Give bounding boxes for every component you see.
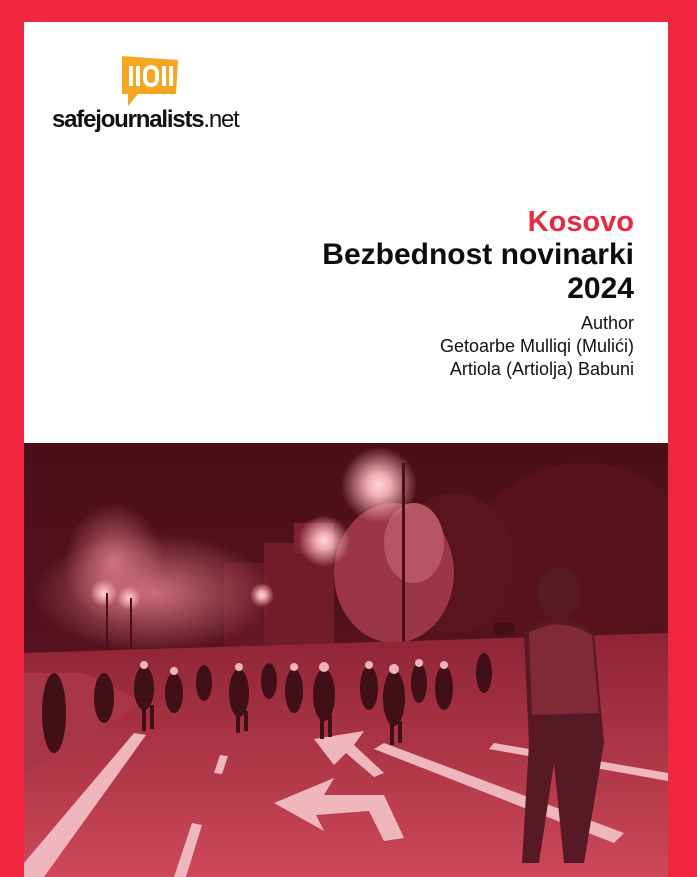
report-title: Bezbednost novinarki [322,238,634,271]
country-heading: Kosovo [527,206,634,238]
logo-brand-tld: .net [203,106,239,133]
cover-photo [24,443,668,877]
logo-brand-name: safejournalists [52,106,204,133]
logo-microphone-icon [118,54,182,108]
author-name: Artiola (Artiolja) Babuni [449,359,634,379]
author-label: Author [580,313,634,333]
author-name: Getoarbe Mulliqi (Mulići) [439,336,634,356]
report-year: 2024 [567,272,634,305]
report-cover [24,22,668,877]
logo-wordmark [52,106,239,134]
title-block [322,206,634,381]
